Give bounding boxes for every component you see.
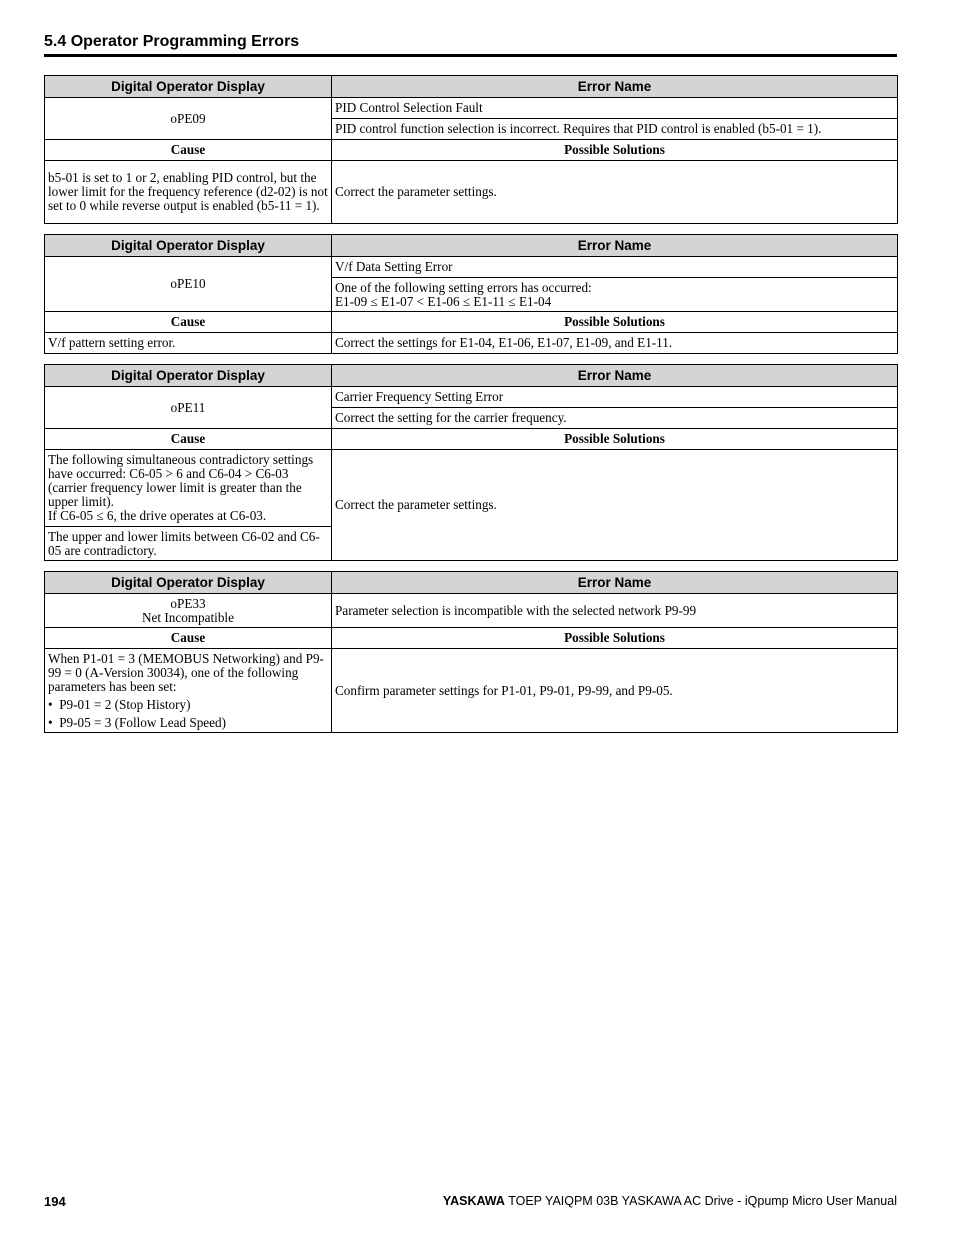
error-description: Correct the setting for the carrier frequency.: [332, 408, 898, 429]
solution-text: Correct the parameter settings.: [332, 450, 898, 561]
error-table-ope10: [44, 234, 898, 354]
solution-text: Correct the parameter settings.: [332, 161, 898, 224]
cause-text: [45, 649, 332, 733]
col-header-display: Digital Operator Display: [45, 76, 332, 98]
error-table-ope09: [44, 75, 898, 224]
cause-bullet-text: P9-05 = 3 (Follow Lead Speed): [59, 714, 226, 730]
col-header-error-name: Error Name: [332, 76, 898, 98]
footer-title-text: TOEP YAIQPM 03B YASKAWA AC Drive - iQpump Micro User Manual: [508, 1194, 897, 1208]
error-code: oPE11: [45, 387, 332, 429]
solution-text: Confirm parameter settings for P1-01, P9-01, P9-99, and P9-05.: [332, 649, 898, 733]
col-header-error-name: Error Name: [332, 572, 898, 594]
cause-text: [45, 450, 332, 527]
error-description: [332, 278, 898, 312]
description-formula: E1-09 ≤ E1-07 < E1-06 ≤ E1-11 ≤ E1-04: [335, 293, 552, 309]
cause-header: Cause: [45, 429, 332, 450]
error-description: PID control function selection is incorrect. Requires that PID control is enabled (b5-01 = 1).: [332, 119, 898, 140]
footer-manual-title: [443, 1194, 897, 1208]
error-name: V/f Data Setting Error: [332, 257, 898, 278]
cause-header: Cause: [45, 312, 332, 333]
page-number: 194: [44, 1194, 66, 1209]
col-header-display: Digital Operator Display: [45, 365, 332, 387]
col-header-display: Digital Operator Display: [45, 572, 332, 594]
solutions-header: Possible Solutions: [332, 628, 898, 649]
cause-text: b5-01 is set to 1 or 2, enabling PID control, but the lower limit for the frequency reference (d2-02) is not set to 0 while reverse output is enabled (b5-11 = 1).: [45, 161, 332, 224]
error-code: oPE09: [45, 98, 332, 140]
cause-header: Cause: [45, 628, 332, 649]
error-code: [45, 594, 332, 628]
cause-line: If C6-05 ≤ 6, the drive operates at C6-03.: [48, 508, 267, 523]
cause-bullet-text: P9-01 = 2 (Stop History): [59, 696, 191, 712]
error-code: oPE10: [45, 257, 332, 312]
footer-brand: YASKAWA: [442, 1194, 505, 1208]
cause-text: The upper and lower limits between C6-02 and C6-05 are contradictory.: [45, 527, 332, 561]
error-table-ope33: [44, 571, 898, 733]
section-title: 5.4 Operator Programming Errors: [44, 33, 300, 50]
cause-header: Cause: [45, 140, 332, 161]
col-header-error-name: Error Name: [332, 235, 898, 257]
col-header-error-name: Error Name: [332, 365, 898, 387]
cause-text: V/f pattern setting error.: [45, 333, 332, 354]
error-code-subtitle: Net Incompatible: [142, 609, 234, 625]
error-name: PID Control Selection Fault: [332, 98, 898, 119]
solutions-header: Possible Solutions: [332, 140, 898, 161]
cause-bullet: • P9-01 = 2 (Stop History): [48, 696, 191, 712]
solutions-header: Possible Solutions: [332, 312, 898, 333]
cause-bullet: • P9-05 = 3 (Follow Lead Speed): [48, 714, 226, 730]
cause-line: The following simultaneous contradictory settings have occurred: C6-05 > 6 and C6-04 > C6-03 (carrier frequency lower limit is greater than the upper limit).: [48, 452, 314, 509]
error-description: Parameter selection is incompatible with the selected network P9-99: [332, 594, 898, 628]
error-name: Carrier Frequency Setting Error: [332, 387, 898, 408]
solutions-header: Possible Solutions: [332, 429, 898, 450]
cause-intro: When P1-01 = 3 (MEMOBUS Networking) and P9-99 = 0 (A-Version 30034), one of the following parameters has been set:: [48, 650, 324, 694]
error-code-text: oPE33: [170, 595, 206, 611]
col-header-display: Digital Operator Display: [45, 235, 332, 257]
solution-text: Correct the settings for E1-04, E1-06, E1-07, E1-09, and E1-11.: [332, 333, 898, 354]
description-line: One of the following setting errors has occurred:: [335, 279, 592, 295]
error-table-ope11: [44, 364, 898, 561]
section-divider: [44, 54, 897, 57]
